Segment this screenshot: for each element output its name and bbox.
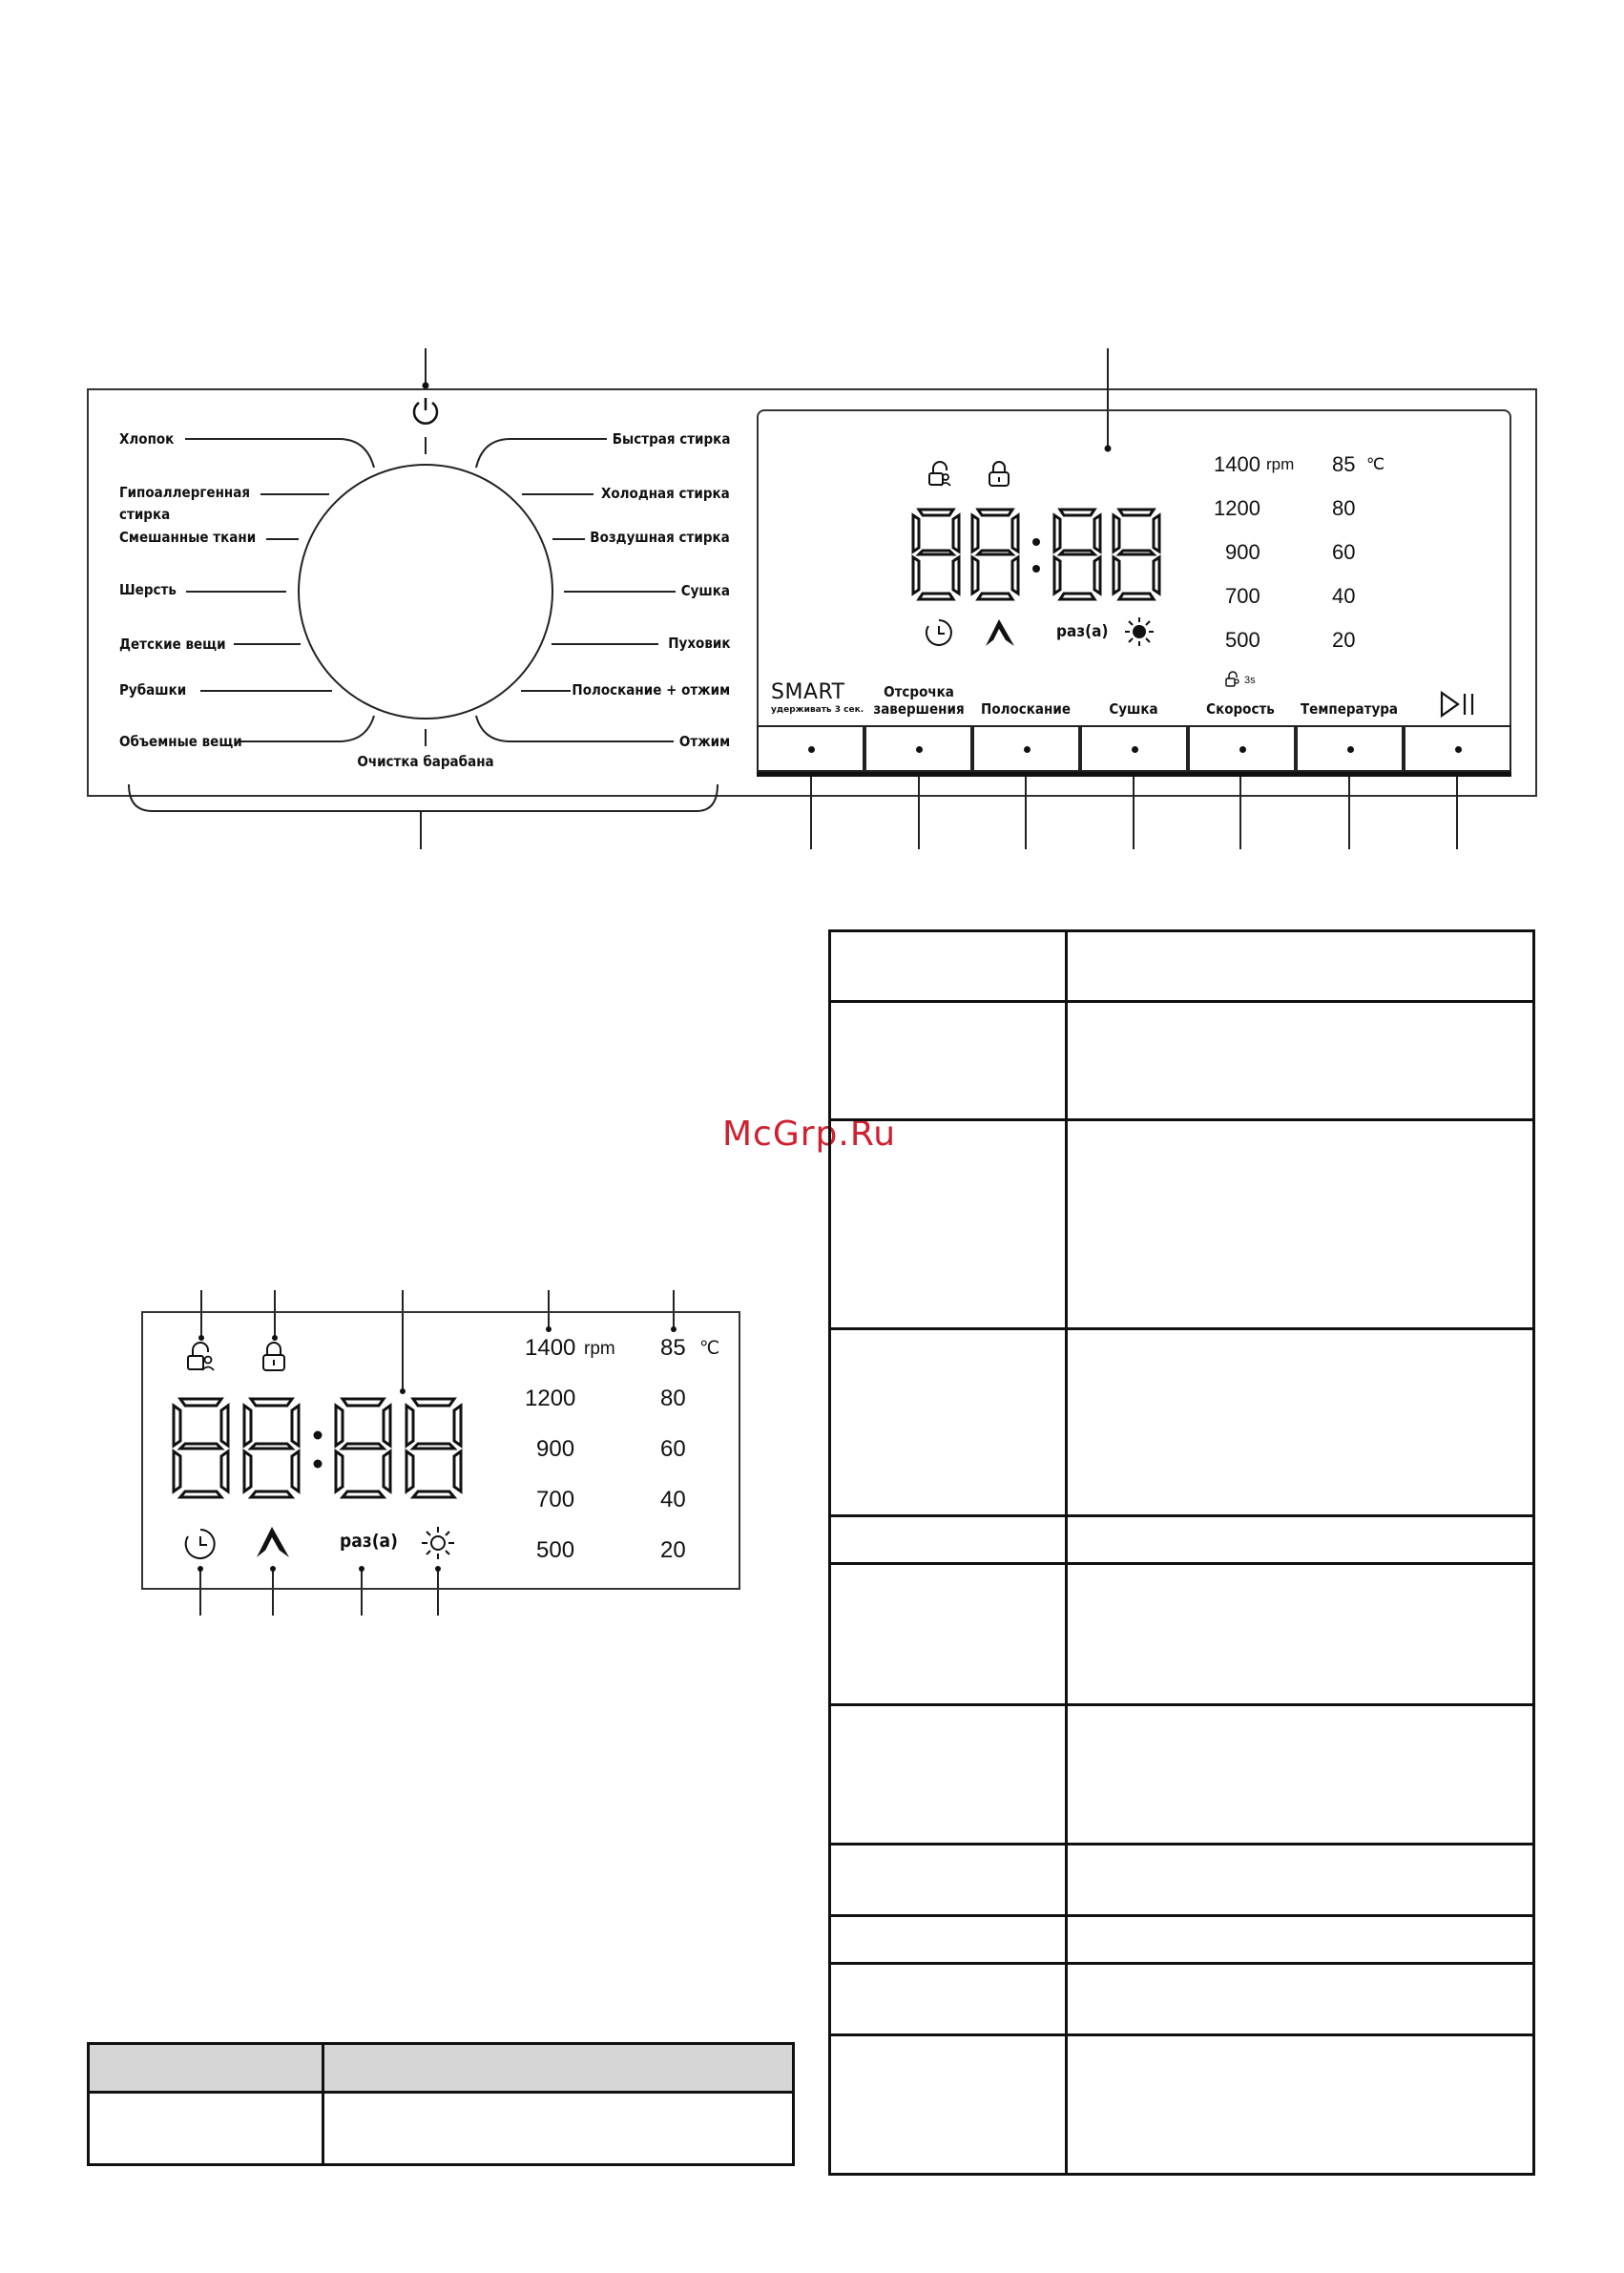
detail-temp-40: 40 (660, 1487, 686, 1512)
repeat-label: раз(а) (1056, 622, 1109, 641)
watermark: McGrp.Ru (722, 1115, 897, 1154)
program-drum-clean[interactable]: Очистка барабана (357, 753, 494, 770)
program-mixed[interactable]: Смешанные ткани (119, 529, 257, 546)
table-cell (1067, 1705, 1534, 1845)
table-cell (830, 1845, 1067, 1916)
program-shirts[interactable]: Рубашки (119, 681, 187, 699)
temp-80: 80 (1332, 496, 1356, 520)
detail-temp-unit: ℃ (699, 1339, 720, 1359)
table-cell (1067, 1564, 1534, 1705)
temp-60: 60 (1332, 540, 1356, 564)
program-cold[interactable]: Холодная стирка (601, 485, 730, 502)
temp-20: 20 (1332, 628, 1356, 652)
program-down[interactable]: Пуховик (667, 635, 730, 652)
program-cotton[interactable]: Хлопок (119, 430, 175, 448)
speed-700: 700 (1225, 584, 1260, 608)
speed-label: Скорость (1206, 700, 1275, 718)
table-cell (1067, 931, 1534, 1002)
program-rinse-spin[interactable]: Полоскание + отжим (572, 681, 730, 699)
table-cell (830, 1705, 1067, 1845)
detail-speed-700: 700 (536, 1487, 575, 1512)
sun-icon (420, 1525, 456, 1561)
table-cell (830, 1516, 1067, 1564)
program-hypoallergenic-1[interactable]: Гипоаллергенная (119, 484, 251, 501)
dry-label: Сушка (1109, 700, 1158, 718)
program-hypoallergenic-2[interactable]: стирка (119, 506, 171, 523)
table-cell (830, 1329, 1067, 1516)
speed-1400: 1400 (1214, 452, 1260, 476)
delay-label-2: завершения (873, 700, 965, 718)
table-cell (1067, 1964, 1534, 2035)
speed-1200: 1200 (1214, 496, 1260, 520)
auto-dose-icon (254, 1525, 292, 1559)
temperature-label: Температура (1300, 700, 1399, 718)
delay-label-1: Отсрочка (884, 683, 954, 700)
temp-unit: ℃ (1366, 455, 1385, 473)
right-table (828, 929, 1535, 2176)
door-lock-icon (260, 1340, 288, 1374)
table-cell (89, 2093, 323, 2165)
detail-temp-85: 85 (660, 1335, 686, 1361)
detail-speed-1200: 1200 (525, 1386, 576, 1411)
smart-label: SMART (771, 680, 845, 704)
detail-temp-60: 60 (660, 1436, 686, 1462)
table-cell (1067, 1120, 1534, 1329)
table-cell (1067, 1002, 1534, 1120)
temp-40: 40 (1332, 584, 1356, 608)
table-cell (1067, 1916, 1534, 1964)
program-dry[interactable]: Сушка (680, 582, 730, 599)
detail-temp-80: 80 (660, 1386, 686, 1411)
program-bulky[interactable]: Объемные вещи (119, 733, 242, 750)
table-cell (1067, 1329, 1534, 1516)
child-lock-icon (184, 1340, 219, 1374)
detail-speed-900: 900 (536, 1436, 575, 1462)
table-cell (830, 1120, 1067, 1329)
table-cell (1067, 1845, 1534, 1916)
table-cell (830, 1964, 1067, 2035)
speed-unit: rpm (1266, 455, 1295, 473)
lock-hint-label: 3s (1244, 675, 1256, 686)
repeat-label-detail: раз(а) (340, 1531, 398, 1552)
program-wool[interactable]: Шерсть (119, 581, 177, 598)
table-cell (830, 1002, 1067, 1120)
table-cell (830, 1916, 1067, 1964)
detail-speed-unit: rpm (584, 1339, 615, 1359)
table-cell (830, 2035, 1067, 2175)
table-cell (1067, 1516, 1534, 1564)
program-air[interactable]: Воздушная стирка (590, 529, 730, 546)
detail-speed-500: 500 (536, 1537, 575, 1563)
program-baby[interactable]: Детские вещи (119, 636, 226, 653)
clock-icon (183, 1527, 218, 1561)
program-quick[interactable]: Быстрая стирка (612, 430, 730, 448)
speed-500: 500 (1225, 628, 1260, 652)
table-cell (323, 2093, 794, 2165)
smart-hint: удерживать 3 сек. (771, 705, 864, 715)
speed-900: 900 (1225, 540, 1260, 564)
program-spin[interactable]: Отжим (678, 733, 730, 750)
detail-speed-1400: 1400 (525, 1335, 576, 1361)
rinse-label: Полоскание (981, 700, 1071, 718)
temp-85: 85 (1332, 452, 1356, 476)
time-display-digits-detail (172, 1397, 477, 1502)
bottom-left-table (87, 2042, 795, 2166)
table-cell (323, 2044, 794, 2093)
table-cell (89, 2044, 323, 2093)
table-cell (1067, 2035, 1534, 2175)
detail-temp-20: 20 (660, 1537, 686, 1563)
table-cell (830, 1564, 1067, 1705)
table-cell (830, 931, 1067, 1002)
